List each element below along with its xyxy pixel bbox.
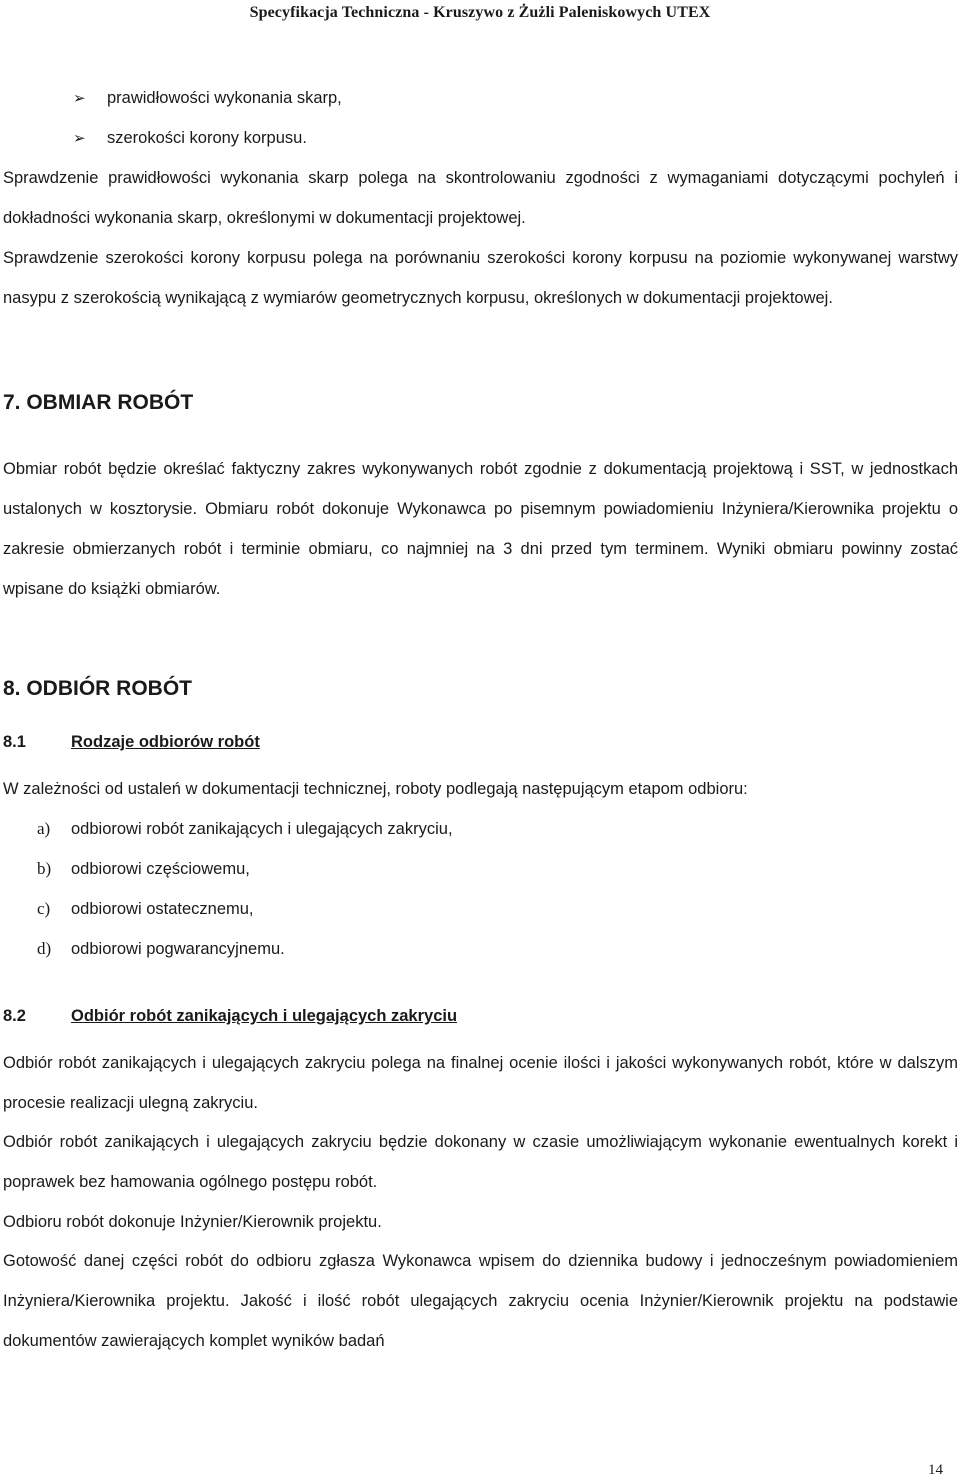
list-text: odbiorowi ostatecznemu, (71, 900, 254, 918)
list-marker: d) (37, 939, 52, 958)
subsection-number: 8.2 (3, 1007, 26, 1025)
arrow-bullet-icon: ➢ (73, 129, 86, 147)
paragraph: Obmiar robót będzie określać faktyczny zakres wykonywanych robót zgodnie z dokumentacją projektową i SST, w jednostkach ustalonych w kosztorysie. Obmiaru robót dokonuje Wykonawca po pisemnym powiadomieniu Inżyniera/Kierownika projektu o zakresie obmierzanych robót i terminie obmiaru, co najmniej na 3 dni przed tym terminem. Wyniki obmiaru powinny zostać wpisane do książki obmiarów. (3, 460, 958, 598)
bullet-item (73, 88, 342, 108)
section-heading-7: 7. OBMIAR ROBÓT (3, 391, 194, 414)
subsection-heading-8-2 (3, 1007, 457, 1026)
list-item (37, 899, 254, 919)
list-item (37, 859, 250, 879)
subsection-number: 8.1 (3, 733, 26, 751)
list-text: odbiorowi pogwarancyjnemu. (71, 940, 285, 958)
list-marker: a) (37, 819, 51, 838)
list-item (37, 819, 453, 839)
list-text: odbiorowi robót zanikających i ulegających zakryciu, (71, 820, 453, 838)
paragraph: Odbioru robót dokonuje Inżynier/Kierownik projektu. (3, 1213, 382, 1231)
paragraph: Gotowość danej części robót do odbioru zgłasza Wykonawca wpisem do dziennika budowy i jednocześnym powiadomieniem Inżyniera/Kierownika projektu. Jakość i ilość robót ulegających zakryciu ocenia Inżynier/Kierownik projektu na podstawie dokumentów zawierających komplet wyników badań (3, 1252, 958, 1350)
list-marker: b) (37, 859, 52, 878)
paragraph: Odbiór robót zanikających i ulegających zakryciu będzie dokonany w czasie umożliwiającym wykonanie ewentualnych korekt i poprawek bez hamowania ogólnego postępu robót. (3, 1133, 958, 1191)
bullet-text: prawidłowości wykonania skarp, (107, 89, 342, 107)
paragraph: W zależności od ustaleń w dokumentacji technicznej, roboty podlegają następującym etapom odbioru: (3, 780, 748, 798)
paragraph: Sprawdzenie prawidłowości wykonania skarp polega na skontrolowaniu zgodności z wymaganiami dotyczącymi pochyleń i dokładności wykonania skarp, określonymi w dokumentacji projektowej. (3, 169, 958, 227)
bullet-text: szerokości korony korpusu. (107, 129, 307, 147)
subsection-title: Odbiór robót zanikających i ulegających zakryciu (71, 1007, 458, 1025)
subsection-title: Rodzaje odbiorów robót (71, 733, 260, 751)
bullet-item (73, 128, 307, 148)
page-number: 14 (928, 1462, 943, 1478)
list-marker: c) (37, 899, 51, 918)
section-heading-8: 8. ODBIÓR ROBÓT (3, 677, 193, 700)
list-text: odbiorowi częściowemu, (71, 860, 250, 878)
list-item (37, 939, 285, 959)
paragraph: Odbiór robót zanikających i ulegających zakryciu polega na finalnej ocenie ilości i jakości wykonywanych robót, które w dalszym procesie realizacji ulegną zakryciu. (3, 1054, 958, 1112)
arrow-bullet-icon: ➢ (73, 89, 86, 107)
running-header: Specyfikacja Techniczna - Kruszywo z Żużli Paleniskowych UTEX (249, 4, 711, 21)
subsection-heading-8-1 (3, 733, 260, 752)
paragraph: Sprawdzenie szerokości korony korpusu polega na porównaniu szerokości korony korpusu na poziomie wykonywanej warstwy nasypu z szerokością wynikającą z wymiarów geometrycznych korpusu, określonych w dokumentacji projektowej. (3, 249, 958, 307)
